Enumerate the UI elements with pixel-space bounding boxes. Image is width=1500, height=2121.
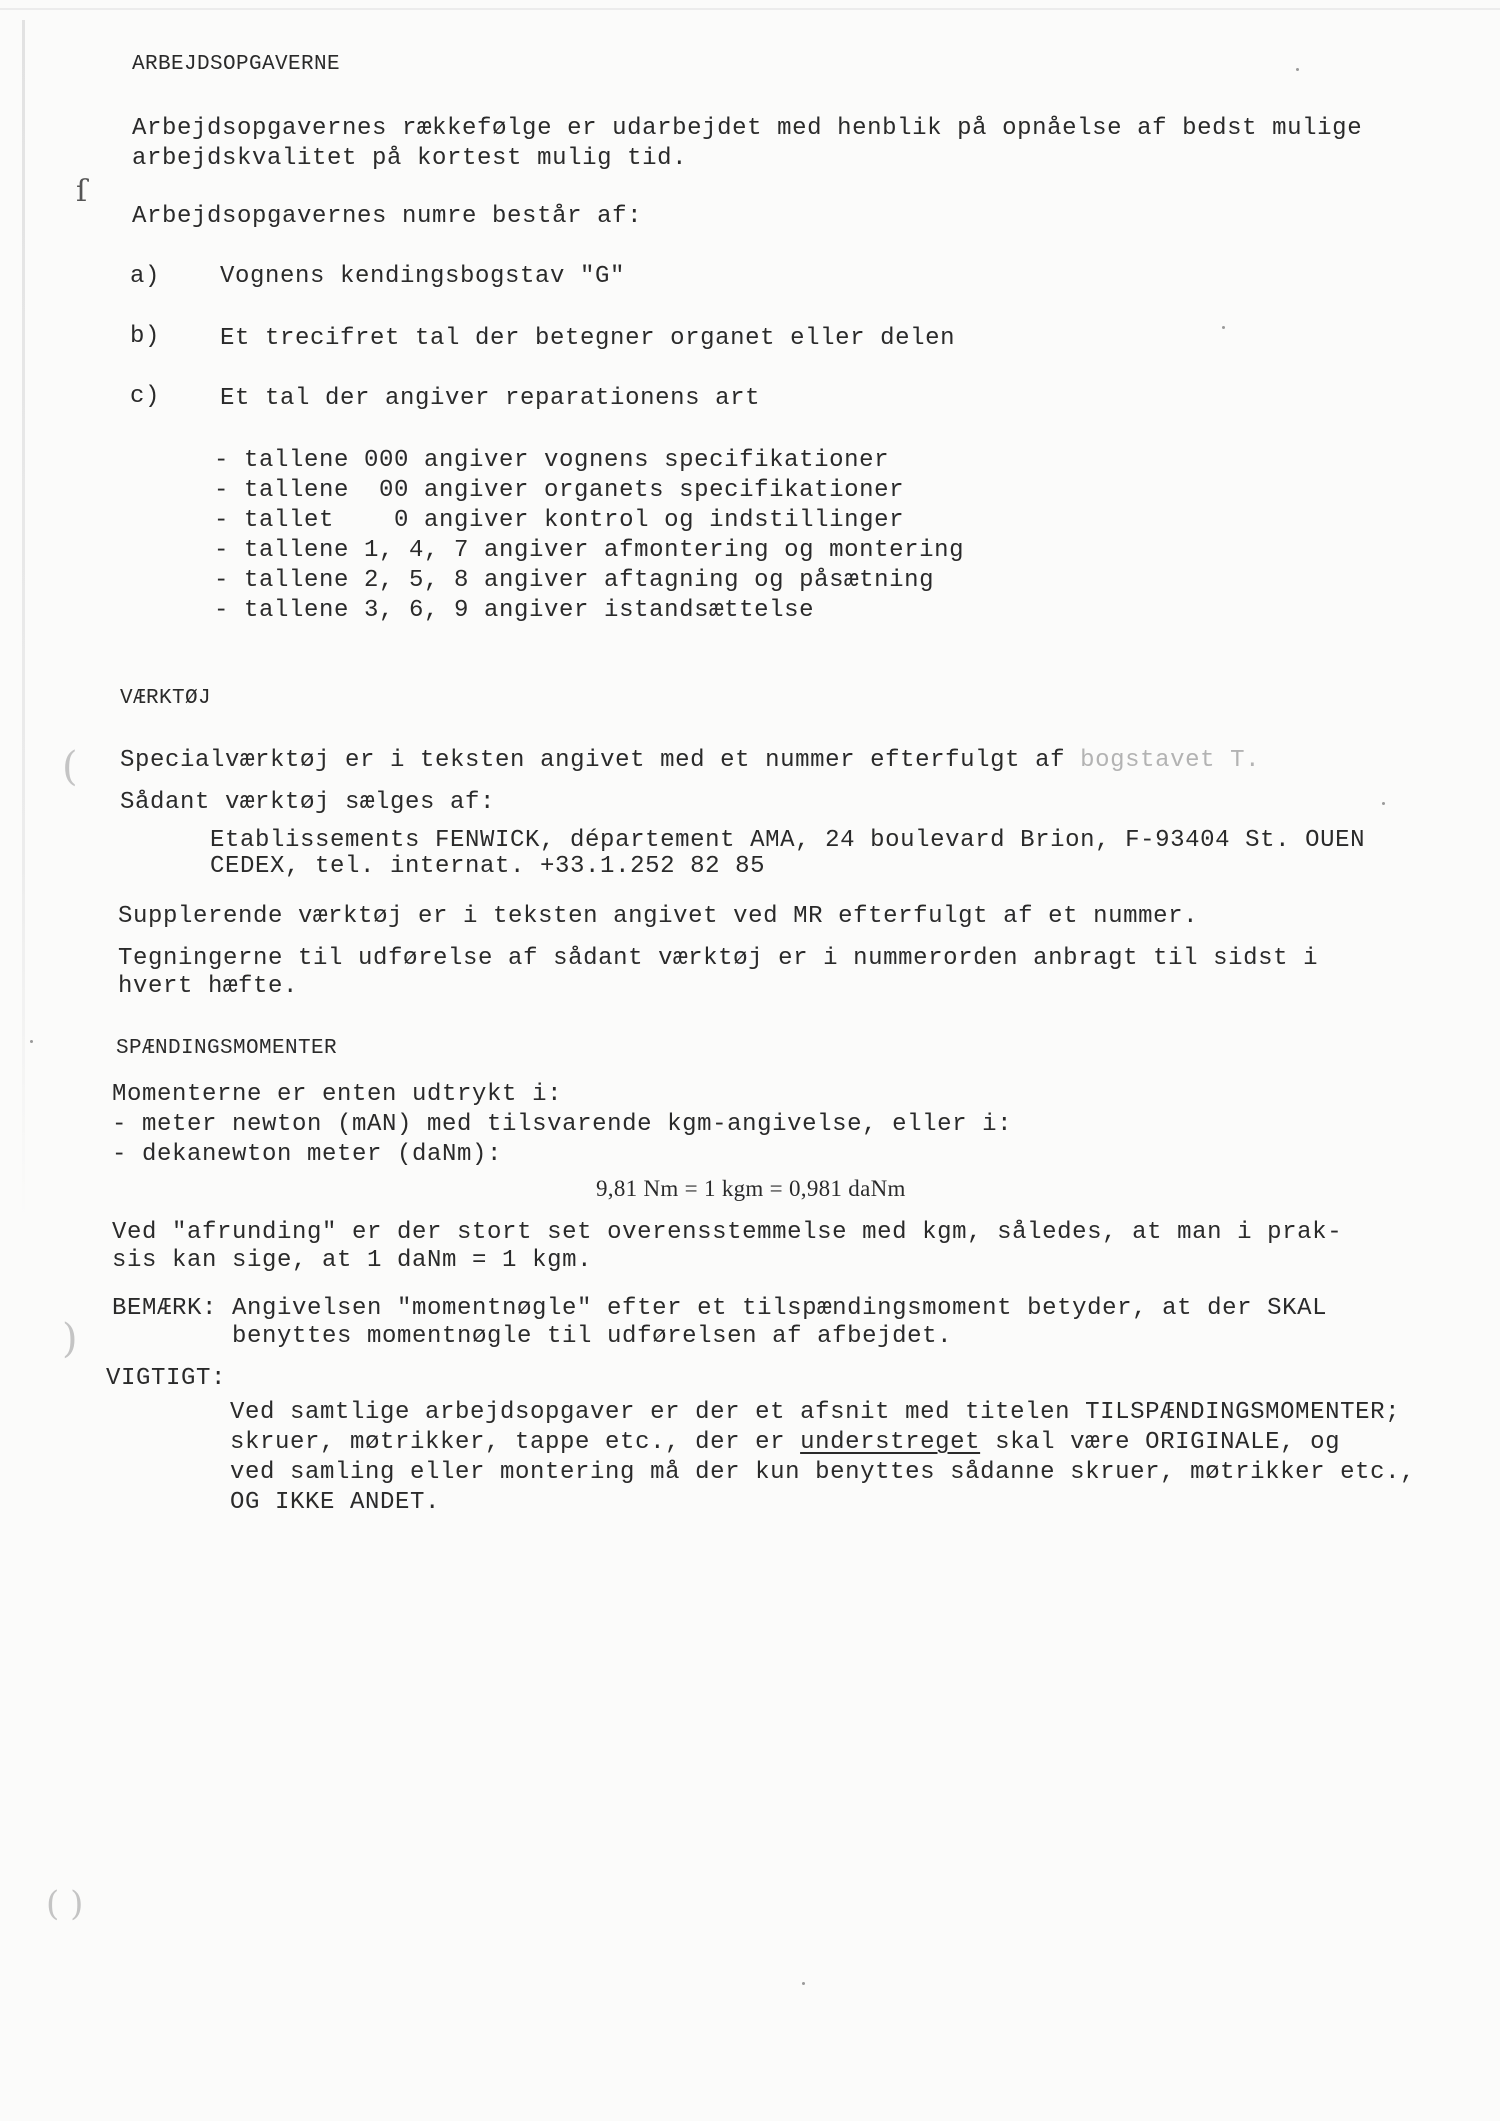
item-label-c: c) bbox=[130, 383, 161, 410]
margin-bracket-mark: ſ bbox=[76, 174, 88, 209]
important-line-2-end: skal være ORIGINALE, og bbox=[980, 1429, 1341, 1456]
subitem-6: - tallene 3, 6, 9 angiver istandsættelse bbox=[214, 597, 815, 624]
scan-speck bbox=[1382, 802, 1385, 805]
scan-speck bbox=[1296, 68, 1299, 71]
note-line-1: Angivelsen "momentnøgle" efter et tilspændingsmoment betyder, at der SKAL bbox=[232, 1295, 1328, 1322]
torques-line-4b: sis kan sige, at 1 daNm = 1 kgm. bbox=[112, 1247, 593, 1274]
heading-torques: SPÆNDINGSMOMENTER bbox=[116, 1037, 338, 1060]
numbers-intro: Arbejdsopgavernes numre består af: bbox=[132, 203, 643, 230]
important-line-3: ved samling eller montering må der kun benyttes sådanne skruer, møtrikker etc., bbox=[230, 1459, 1416, 1486]
note-label: BEMÆRK: bbox=[112, 1295, 218, 1322]
torques-line-1: Momenterne er enten udtrykt i: bbox=[112, 1081, 563, 1108]
underlined-word: understreget bbox=[800, 1429, 981, 1456]
tools-line-1-main: Specialværktøj er i teksten angivet med et nummer efterfulgt af bbox=[120, 747, 1081, 774]
important-line-4: OG IKKE ANDET. bbox=[230, 1489, 441, 1516]
scan-speck bbox=[1222, 326, 1225, 329]
important-line-2 bbox=[230, 1428, 1340, 1458]
supplier-address-line-1: Etablissements FENWICK, département AMA, 24 boulevard Brion, F-93404 St. OUEN bbox=[210, 827, 1366, 854]
intro-line-2: arbejdskvalitet på kortest mulig tid. bbox=[132, 145, 688, 172]
conversion-formula: 9,81 Nm = 1 kgm = 0,981 daNm bbox=[596, 1176, 906, 1201]
important-label: VIGTIGT: bbox=[106, 1365, 227, 1392]
item-label-a: a) bbox=[130, 263, 161, 290]
tools-line-1-faint: bogstavet T. bbox=[1080, 747, 1261, 774]
item-text-a: Vognens kendingsbogstav "G" bbox=[220, 263, 626, 290]
subitem-1: - tallene 000 angiver vognens specifikationer bbox=[214, 447, 890, 474]
torques-line-2: - meter newton (mAN) med tilsvarende kgm-angivelse, eller i: bbox=[112, 1111, 1013, 1138]
scan-speck bbox=[30, 1040, 33, 1043]
item-text-c: Et tal der angiver reparationens art bbox=[220, 385, 761, 412]
margin-parenthesis-mark-2: ) bbox=[62, 1316, 78, 1362]
scan-edge-left bbox=[22, 20, 25, 1220]
heading-work-tasks: ARBEJDSOPGAVERNE bbox=[132, 53, 341, 76]
subitem-2: - tallene 00 angiver organets specifikationer bbox=[214, 477, 905, 504]
heading-tools: VÆRKTØJ bbox=[120, 687, 212, 710]
margin-parenthesis-mark-3: ( ) bbox=[46, 1884, 84, 1924]
torques-line-4a: Ved "afrunding" er der stort set overensstemmelse med kgm, således, at man i prak- bbox=[112, 1219, 1343, 1246]
important-line-1: Ved samtlige arbejdsopgaver er der et afsnit med titelen TILSPÆNDINGSMOMENTER; bbox=[230, 1399, 1401, 1426]
tools-line-2: Sådant værktøj sælges af: bbox=[120, 789, 496, 816]
subitem-3: - tallet 0 angiver kontrol og indstillinger bbox=[214, 507, 905, 534]
item-text-b: Et trecifret tal der betegner organet eller delen bbox=[220, 325, 956, 352]
tools-line-4b: hvert hæfte. bbox=[118, 973, 299, 1000]
scan-speck bbox=[802, 1982, 805, 1985]
note-line-2: benyttes momentnøgle til udførelsen af afbejdet. bbox=[232, 1323, 953, 1350]
tools-line-3: Supplerende værktøj er i teksten angivet ved MR efterfulgt af et nummer. bbox=[118, 903, 1199, 930]
item-label-b: b) bbox=[130, 323, 161, 350]
margin-parenthesis-mark: ( bbox=[62, 744, 78, 790]
intro-line-1: Arbejdsopgavernes rækkefølge er udarbejdet med henblik på opnåelse af bedst mulige bbox=[132, 115, 1363, 142]
scan-edge-top bbox=[0, 8, 1500, 10]
subitem-4: - tallene 1, 4, 7 angiver afmontering og montering bbox=[214, 537, 965, 564]
subitem-5: - tallene 2, 5, 8 angiver aftagning og påsætning bbox=[214, 567, 935, 594]
important-line-2-start: skruer, møtrikker, tappe etc., der er bbox=[230, 1429, 801, 1456]
tools-line-1 bbox=[120, 746, 1260, 776]
supplier-address-line-2: CEDEX, tel. internat. +33.1.252 82 85 bbox=[210, 853, 766, 880]
tools-line-4a: Tegningerne til udførelse af sådant værktøj er i nummerorden anbragt til sidst i bbox=[118, 945, 1319, 972]
torques-line-3: - dekanewton meter (daNm): bbox=[112, 1141, 503, 1168]
